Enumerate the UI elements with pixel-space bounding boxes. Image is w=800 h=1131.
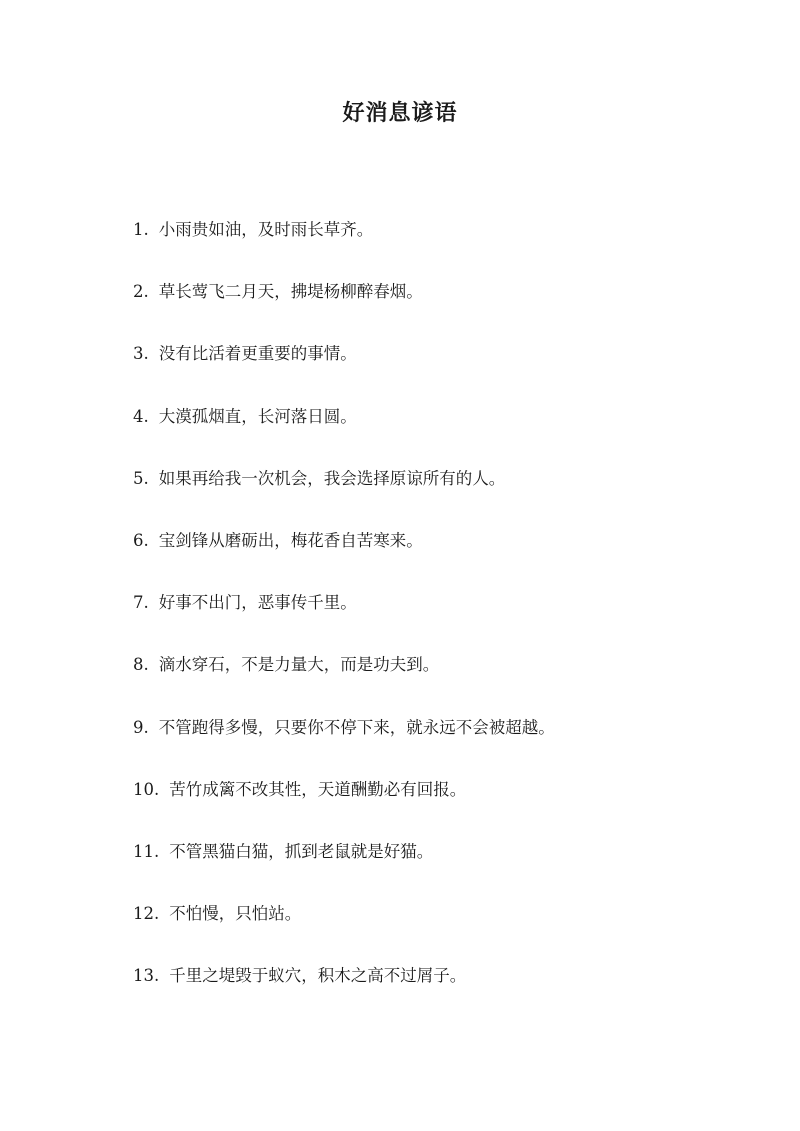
item-text: 小雨贵如油，及时雨长草齐。 — [158, 220, 374, 239]
item-text: 好事不出门，恶事传千里。 — [158, 593, 357, 613]
list-item — [133, 647, 753, 709]
item-text: 如果再给我一次机会，我会选择原谅所有的人。 — [158, 468, 506, 488]
list-item — [133, 585, 753, 647]
list-item — [133, 710, 753, 772]
item-number: 8. — [133, 655, 149, 675]
proverb-list — [133, 212, 753, 1020]
item-text: 不怕慢，只怕站。 — [169, 904, 302, 924]
item-number: 1. — [133, 220, 149, 239]
list-item — [133, 212, 753, 274]
item-text: 没有比活着更重要的事情。 — [158, 344, 357, 364]
item-number: 2. — [133, 282, 149, 302]
item-text: 苦竹成篱不改其性，天道酬勤必有回报。 — [169, 779, 467, 799]
item-number: 3. — [133, 344, 149, 364]
list-item — [133, 772, 753, 834]
item-text: 草长莺飞二月天，拂堤杨柳醉春烟。 — [158, 282, 423, 302]
item-number: 7. — [133, 593, 149, 613]
item-number: 4. — [133, 406, 149, 426]
item-text: 宝剑锋从磨砺出，梅花香自苦寒来。 — [158, 530, 423, 550]
list-item — [133, 896, 753, 958]
item-number: 5. — [133, 468, 149, 488]
item-text: 不管黑猫白猫，抓到老鼠就是好猫。 — [169, 841, 434, 861]
list-item — [133, 523, 753, 585]
item-text: 大漠孤烟直，长河落日圆。 — [158, 406, 357, 426]
item-text: 滴水穿石，不是力量大，而是功夫到。 — [158, 655, 440, 675]
item-number: 13. — [133, 966, 160, 986]
item-number: 10. — [133, 779, 160, 799]
item-text: 不管跑得多慢，只要你不停下来，就永远不会被超越。 — [158, 717, 555, 737]
item-text: 千里之堤毁于蚁穴，积木之高不过屑子。 — [169, 966, 467, 986]
item-number: 6. — [133, 530, 149, 550]
list-item — [133, 399, 753, 461]
page-title: 好消息谚语 — [342, 100, 458, 126]
list-item — [133, 461, 753, 523]
list-item — [133, 274, 753, 336]
item-number: 12. — [133, 904, 160, 924]
item-number: 9. — [133, 717, 149, 737]
list-item — [133, 958, 753, 1020]
item-number: 11. — [133, 841, 160, 861]
list-item — [133, 834, 753, 896]
list-item — [133, 336, 753, 398]
